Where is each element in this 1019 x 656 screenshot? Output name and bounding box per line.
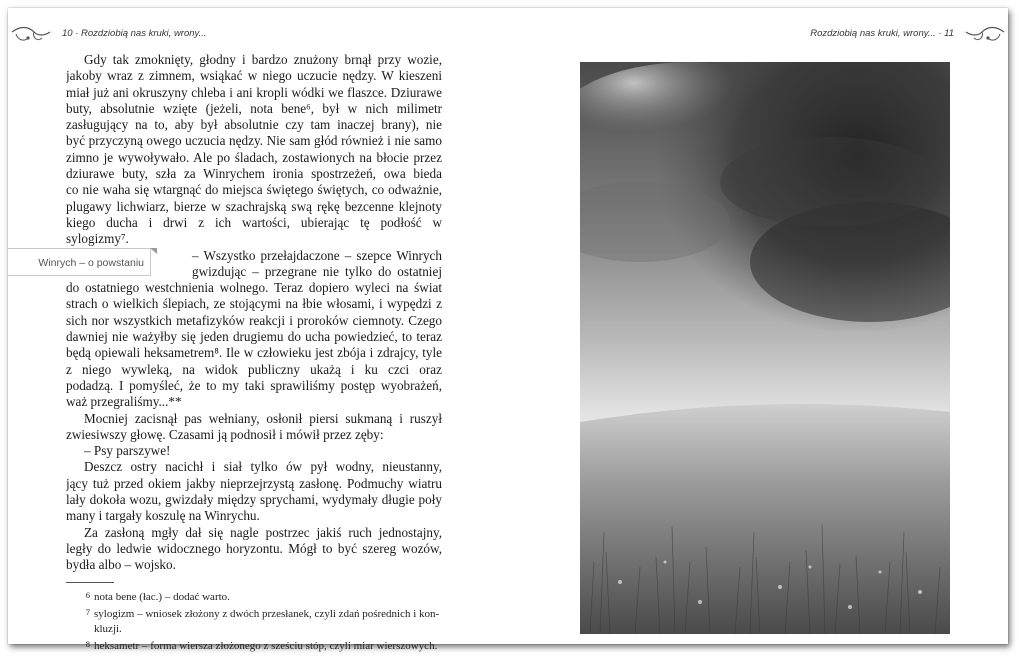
text-line: Gdy tak zmoknięty, głodny i bardzo znużony brnął przy wozie, bbox=[84, 52, 442, 67]
body-text bbox=[66, 52, 442, 574]
text-line: z niego wywleką, na widok publiczny ukażą i ku czci oraz bbox=[66, 361, 442, 377]
text-line: będą opiewali heksametrem⁸. Ile w człowieku jest zbója i zdrajcy, tyle bbox=[66, 345, 442, 361]
corner-ornament-icon bbox=[10, 22, 54, 46]
side-label-text: Winrych – o powstaniu bbox=[38, 257, 144, 269]
text-line: kiego ducha i drwi z ich wartości, ubierając tę podłość w bbox=[66, 214, 442, 230]
side-label-marker-icon bbox=[150, 248, 157, 254]
text-line: Mocniej zacisnął pas wełniany, osłonił piersi sukmaną i ruszył bbox=[84, 410, 442, 426]
text-line: zwiesiwszy głowę. Czasami ją podnosił i mówił przez zęby: bbox=[66, 426, 384, 442]
text-line: plugawy lichwiarz, bierze w szachrajską swą rękę bezcenne klejnoty bbox=[66, 198, 442, 214]
footnote: 6 nota bene (łac.) – dodać warto. bbox=[85, 590, 230, 603]
text-line: Za zasłoną mgły dał się nagle postrzec jakiś ruch jednostajny, bbox=[84, 524, 442, 540]
text-line: legły do ledwie widocznego horyzontu. Mógł to być szereg wozów, bbox=[66, 540, 442, 556]
storm-field-illustration bbox=[580, 62, 950, 634]
text-line: Deszcz ostry nacichł i siał tylko ów pył wodny, nieustanny, bbox=[84, 459, 442, 475]
footnote: kluzji. bbox=[94, 623, 122, 635]
footnote: 8 heksametr – forma wiersza złożonego z sześciu stóp, czyli miar wierszowych. bbox=[85, 639, 438, 652]
text-line: sylogizmy⁷. bbox=[66, 231, 129, 247]
text-line: być przyczyną owego uczucia nędzy. Nie sam głód również i nie samo bbox=[66, 133, 442, 149]
text-line: – Psy parszywe! bbox=[84, 443, 171, 459]
side-label bbox=[8, 248, 151, 276]
footnote: 7 sylogizm – wniosek złożony z dwóch przesłanek, czyli zdań pośrednich i kon- bbox=[85, 607, 440, 620]
text-line: bydła albo – wojsko. bbox=[66, 557, 176, 573]
corner-ornament-icon bbox=[962, 22, 1006, 46]
text-line: – Wszystko przełajdaczone – szepce Winrych bbox=[192, 247, 442, 263]
left-page bbox=[8, 8, 508, 652]
text-line: jący tuż przed okiem jakby nieprzejrzystą zasłonę. Podmuchy wiatru bbox=[66, 475, 442, 491]
running-head-right: Rozdziobią nas kruki, wrony... · 11 bbox=[810, 28, 954, 39]
storm-field-photo bbox=[580, 62, 950, 634]
text-line: strach o wielkich ślepiach, ze stojącymi na łbie włosami, i wypędzi z bbox=[66, 296, 442, 312]
text-line: sich nor wszystkich metafizyków reakcji i proroków ciemnoty. Czego bbox=[66, 312, 442, 328]
text-line: dziurawe buty, szła za Winrychem ironia spostrzeżeń, owa bieda bbox=[66, 166, 442, 182]
book-spread bbox=[8, 8, 1008, 652]
text-line: miał już ani okruszyny chleba i ani kropli wódki we flaszce. Dziurawe bbox=[66, 84, 442, 100]
right-page bbox=[508, 8, 1008, 644]
text-line: buty, absolutnie wzięte (jeżeli, nota bene⁶, był w nich milimetr bbox=[66, 100, 442, 116]
text-line: waż przegraliśmy...** bbox=[66, 394, 182, 410]
text-line: many i targały koszulę na Winrychu. bbox=[66, 508, 260, 524]
text-line: zimno je wywoływało. Ale po śladach, zostawionych na błocie przez bbox=[66, 149, 442, 165]
text-line: do ostatniego westchnienia wolnego. Teraz dopiero wyleci na świat bbox=[66, 280, 442, 296]
text-line: dawniej nie ważyłby się jeden drugiemu do ucha powiedzieć, to teraz bbox=[66, 329, 442, 345]
text-line: co nie waha się wtargnąć do miejsca świętego świętych, co odważnie, bbox=[66, 182, 442, 198]
footnote-divider bbox=[66, 582, 114, 583]
text-line: jakoby wraz z zimnem, wsiąkać w niego uczucie nędzy. W kieszeni bbox=[66, 68, 442, 84]
text-line: gwizdując – przegrane nie tylko do ostatniej bbox=[192, 263, 442, 279]
running-head-left: 10 · Rozdziobią nas kruki, wrony... bbox=[62, 28, 207, 39]
text-line: zasługujący na to, aby był absolutnie czy tam inaczej brany), nie bbox=[66, 117, 442, 133]
footnotes bbox=[66, 588, 442, 654]
text-line: lały dokoła wozu, gwizdały między sprychami, wydymały długie poły bbox=[66, 492, 442, 508]
text-line: podadzą. I pomyśleć, że to my taki sprawiliśmy postęp wyobrażeń, bbox=[66, 377, 442, 393]
